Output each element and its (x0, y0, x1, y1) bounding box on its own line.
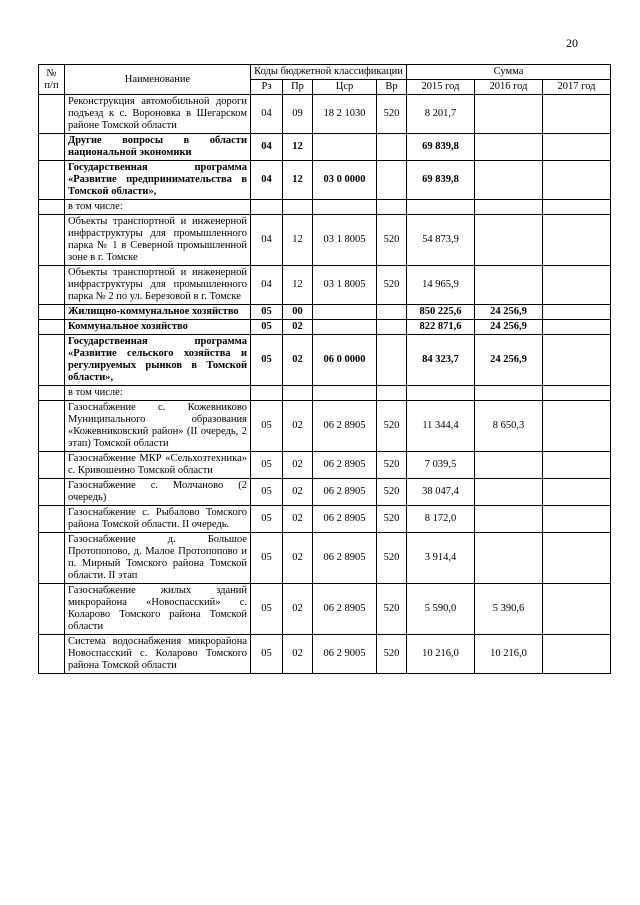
cell-2017 (543, 479, 611, 506)
cell-csr: 06 2 8905 (313, 452, 377, 479)
cell-csr: 06 2 8905 (313, 401, 377, 452)
table-row (39, 266, 611, 305)
cell-rz (251, 200, 283, 215)
cell-csr (313, 305, 377, 320)
table-row (39, 305, 611, 320)
table-row (39, 134, 611, 161)
cell-2017 (543, 506, 611, 533)
cell-num (39, 479, 65, 506)
budget-table (38, 64, 611, 674)
cell-2016 (475, 266, 543, 305)
cell-2017 (543, 452, 611, 479)
cell-num (39, 320, 65, 335)
cell-2017 (543, 635, 611, 674)
cell-num (39, 533, 65, 584)
cell-2015 (407, 200, 475, 215)
cell-num (39, 452, 65, 479)
cell-vr: 520 (377, 533, 407, 584)
cell-pr (283, 200, 313, 215)
table-row (39, 506, 611, 533)
cell-2017 (543, 401, 611, 452)
cell-csr: 06 2 8905 (313, 506, 377, 533)
cell-rz: 04 (251, 161, 283, 200)
cell-2016 (475, 161, 543, 200)
cell-pr: 02 (283, 452, 313, 479)
header-codes: Коды бюджетной классификации (251, 65, 407, 80)
header-csr: Цср (313, 80, 377, 95)
cell-name: Газоснабжение д. Большое Протопопово, д. Малое Протопопово и п. Мирный Томского района Томской области. II этап (65, 533, 251, 584)
table-row (39, 200, 611, 215)
header-sum: Сумма (407, 65, 611, 80)
cell-2015: 84 323,7 (407, 335, 475, 386)
cell-2015: 69 839,8 (407, 161, 475, 200)
cell-rz: 05 (251, 452, 283, 479)
cell-num (39, 584, 65, 635)
header-2017: 2017 год (543, 80, 611, 95)
cell-2016 (475, 215, 543, 266)
cell-name: в том числе: (65, 200, 251, 215)
header-rz: Рз (251, 80, 283, 95)
cell-2016 (475, 386, 543, 401)
table-row (39, 635, 611, 674)
cell-vr: 520 (377, 266, 407, 305)
cell-2016 (475, 506, 543, 533)
cell-rz: 04 (251, 215, 283, 266)
cell-2016: 5 390,6 (475, 584, 543, 635)
table-row (39, 161, 611, 200)
cell-2015: 14 965,9 (407, 266, 475, 305)
cell-vr (377, 134, 407, 161)
cell-name: Другие вопросы в области национальной экономики (65, 134, 251, 161)
cell-2017 (543, 134, 611, 161)
cell-name: Газоснабжение с. Кожевниково Муниципального образования «Кожевниковский район» (II очередь, 2 этап) Томской области (65, 401, 251, 452)
cell-2017 (543, 266, 611, 305)
cell-2016 (475, 134, 543, 161)
cell-2016 (475, 452, 543, 479)
cell-name: Государственная программа «Развитие предпринимательства в Томской области», (65, 161, 251, 200)
cell-csr: 06 2 9005 (313, 635, 377, 674)
cell-vr (377, 305, 407, 320)
cell-rz: 04 (251, 266, 283, 305)
cell-vr: 520 (377, 95, 407, 134)
cell-csr: 06 2 8905 (313, 479, 377, 506)
cell-pr: 09 (283, 95, 313, 134)
cell-num (39, 401, 65, 452)
table-row (39, 95, 611, 134)
cell-pr: 02 (283, 335, 313, 386)
cell-2016 (475, 533, 543, 584)
header-2016: 2016 год (475, 80, 543, 95)
cell-2017 (543, 584, 611, 635)
table-row (39, 479, 611, 506)
cell-vr (377, 161, 407, 200)
cell-num (39, 200, 65, 215)
cell-name: Государственная программа «Развитие сельского хозяйства и регулируемых рынков в Томской области», (65, 335, 251, 386)
cell-2015: 11 344,4 (407, 401, 475, 452)
cell-2016: 24 256,9 (475, 305, 543, 320)
cell-pr (283, 386, 313, 401)
cell-vr: 520 (377, 479, 407, 506)
cell-2016: 24 256,9 (475, 335, 543, 386)
cell-num (39, 215, 65, 266)
cell-pr: 02 (283, 479, 313, 506)
cell-vr: 520 (377, 452, 407, 479)
cell-2016 (475, 479, 543, 506)
cell-2016: 10 216,0 (475, 635, 543, 674)
cell-csr (313, 200, 377, 215)
cell-vr: 520 (377, 401, 407, 452)
table-row (39, 452, 611, 479)
cell-csr (313, 320, 377, 335)
cell-vr (377, 386, 407, 401)
cell-pr: 00 (283, 305, 313, 320)
cell-rz: 05 (251, 401, 283, 452)
cell-name: Газоснабжение МКР «Сельхозтехника» с. Кривошеино Томской области (65, 452, 251, 479)
cell-2015: 850 225,6 (407, 305, 475, 320)
header-pr: Пр (283, 80, 313, 95)
cell-pr: 02 (283, 635, 313, 674)
cell-num (39, 266, 65, 305)
cell-num (39, 506, 65, 533)
cell-2017 (543, 533, 611, 584)
cell-rz: 05 (251, 335, 283, 386)
cell-vr (377, 320, 407, 335)
header-num: № п/п (39, 65, 65, 95)
cell-2017 (543, 95, 611, 134)
cell-2017 (543, 215, 611, 266)
cell-2015: 822 871,6 (407, 320, 475, 335)
cell-pr: 02 (283, 320, 313, 335)
cell-name: в том числе: (65, 386, 251, 401)
header-2015: 2015 год (407, 80, 475, 95)
cell-pr: 02 (283, 401, 313, 452)
cell-pr: 02 (283, 506, 313, 533)
cell-csr: 06 0 0000 (313, 335, 377, 386)
cell-csr: 03 1 8005 (313, 266, 377, 305)
cell-vr (377, 200, 407, 215)
cell-csr (313, 134, 377, 161)
cell-name: Жилищно-коммунальное хозяйство (65, 305, 251, 320)
cell-vr: 520 (377, 584, 407, 635)
header-name: Наименование (65, 65, 251, 95)
cell-2017 (543, 305, 611, 320)
cell-name: Газоснабжение с. Рыбалово Томского района Томской области. II очередь. (65, 506, 251, 533)
cell-num (39, 95, 65, 134)
cell-num (39, 386, 65, 401)
cell-rz: 05 (251, 320, 283, 335)
cell-pr: 12 (283, 134, 313, 161)
cell-vr: 520 (377, 506, 407, 533)
cell-2016 (475, 95, 543, 134)
cell-pr: 12 (283, 161, 313, 200)
cell-2017 (543, 386, 611, 401)
cell-rz: 05 (251, 533, 283, 584)
cell-2015: 7 039,5 (407, 452, 475, 479)
cell-rz: 04 (251, 134, 283, 161)
cell-2015: 8 172,0 (407, 506, 475, 533)
cell-num (39, 305, 65, 320)
cell-2016: 8 650,3 (475, 401, 543, 452)
cell-vr (377, 335, 407, 386)
cell-csr: 18 2 1030 (313, 95, 377, 134)
cell-2015: 10 216,0 (407, 635, 475, 674)
cell-2015: 5 590,0 (407, 584, 475, 635)
table-row (39, 386, 611, 401)
cell-vr: 520 (377, 635, 407, 674)
cell-num (39, 161, 65, 200)
cell-csr: 03 1 8005 (313, 215, 377, 266)
cell-name: Объекты транспортной и инженерной инфраструктуры для промышленного парка № 1 в Северной промышленной зоне в г. Томске (65, 215, 251, 266)
table-row (39, 401, 611, 452)
cell-2017 (543, 335, 611, 386)
cell-pr: 02 (283, 533, 313, 584)
cell-num (39, 335, 65, 386)
cell-name: Реконструкция автомобильной дороги подъезд к с. Вороновка в Шегарском районе Томской области (65, 95, 251, 134)
table-row (39, 335, 611, 386)
table-body (39, 95, 611, 674)
header-vr: Вр (377, 80, 407, 95)
cell-name: Газоснабжение с. Молчаново (2 очередь) (65, 479, 251, 506)
cell-2017 (543, 161, 611, 200)
table-row (39, 584, 611, 635)
cell-csr: 03 0 0000 (313, 161, 377, 200)
cell-rz (251, 386, 283, 401)
cell-2016 (475, 200, 543, 215)
cell-pr: 12 (283, 266, 313, 305)
cell-name: Объекты транспортной и инженерной инфраструктуры для промышленного парка № 2 по ул. Березовой в г. Томске (65, 266, 251, 305)
cell-2017 (543, 200, 611, 215)
cell-csr (313, 386, 377, 401)
cell-2015: 69 839,8 (407, 134, 475, 161)
cell-name: Газоснабжение жилых зданий микрорайона «Новоспасский» с. Коларово Томского района Томской области (65, 584, 251, 635)
cell-num (39, 134, 65, 161)
cell-vr: 520 (377, 215, 407, 266)
cell-2017 (543, 320, 611, 335)
cell-rz: 05 (251, 305, 283, 320)
table-row (39, 215, 611, 266)
table-row (39, 320, 611, 335)
cell-rz: 04 (251, 95, 283, 134)
cell-2015 (407, 386, 475, 401)
cell-2015: 54 873,9 (407, 215, 475, 266)
cell-rz: 05 (251, 584, 283, 635)
cell-rz: 05 (251, 506, 283, 533)
cell-2015: 8 201,7 (407, 95, 475, 134)
cell-pr: 12 (283, 215, 313, 266)
cell-2015: 3 914,4 (407, 533, 475, 584)
table-row (39, 533, 611, 584)
cell-name: Коммунальное хозяйство (65, 320, 251, 335)
header-row-1 (39, 65, 611, 80)
cell-csr: 06 2 8905 (313, 533, 377, 584)
cell-2016: 24 256,9 (475, 320, 543, 335)
page-number: 20 (566, 36, 578, 50)
cell-2015: 38 047,4 (407, 479, 475, 506)
cell-csr: 06 2 8905 (313, 584, 377, 635)
cell-pr: 02 (283, 584, 313, 635)
cell-rz: 05 (251, 635, 283, 674)
cell-name: Система водоснабжения микрорайона Новоспасский с. Коларово Томского района Томской области (65, 635, 251, 674)
cell-num (39, 635, 65, 674)
cell-rz: 05 (251, 479, 283, 506)
